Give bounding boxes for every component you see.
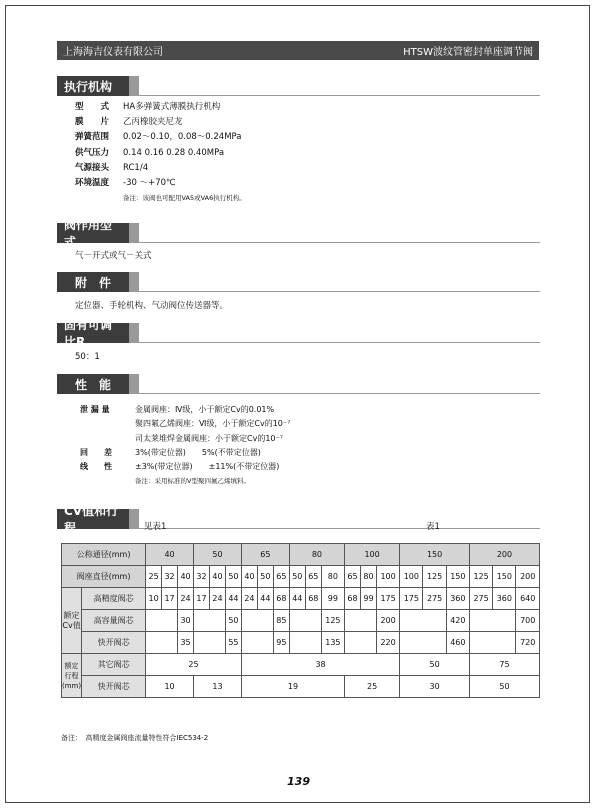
section-title-actuator: 执行机构 [57, 76, 129, 96]
section-rule [139, 291, 540, 292]
row-label: 其它阀芯 [82, 654, 146, 676]
table-cell [289, 632, 321, 654]
table-cell: 17 [162, 588, 178, 610]
table-cell: 275 [469, 588, 492, 610]
table-cell: 50 [257, 566, 273, 588]
stroke-group-label: 额定行程(mm) [62, 654, 82, 698]
table-cell: 125 [469, 566, 492, 588]
table-cell: 40 [209, 566, 225, 588]
table-cell [469, 610, 516, 632]
perf-row: 泄 漏 量 金属阀座：Ⅳ级，小于额定Cv的0.01% [80, 405, 275, 414]
perf-row: 聚四氟乙烯阀座：Ⅵ级，小于额定Cv的10⁻⁷ [135, 419, 291, 429]
table-row-seat [62, 566, 540, 588]
table-cell: 25 [345, 676, 400, 698]
table-cell [241, 610, 273, 632]
table-cell [241, 632, 273, 654]
table-cell: 125 [321, 610, 344, 632]
accessories-text: 定位器、手轮机构、气动阀位传送器等。 [75, 301, 229, 311]
table-cell: 640 [516, 588, 540, 610]
page-header [57, 41, 539, 60]
table-cell: 360 [446, 588, 469, 610]
table-cell: 200 [516, 566, 540, 588]
table-row-stroke-other [62, 654, 540, 676]
actuator-specs [75, 100, 246, 206]
table-cell: 44 [289, 588, 305, 610]
table-cell: 100 [376, 566, 399, 588]
table-cell: 65 [345, 566, 361, 588]
section-rule [139, 528, 540, 529]
spec-row: 供气压力 0.14 0.16 0.28 0.40MPa [75, 147, 225, 158]
table-row-quick-open [62, 632, 540, 654]
table-cell: 175 [376, 588, 399, 610]
table-cell: 25 [146, 566, 162, 588]
table-cell: 68 [345, 588, 361, 610]
table-cell: 24 [178, 588, 194, 610]
table-cell [345, 610, 377, 632]
table-cell: 720 [516, 632, 540, 654]
table-cell [469, 632, 516, 654]
perf-note: 备注：采用标准的V型聚四氟乙烯填料。 [135, 477, 250, 486]
table-cell: 35 [178, 632, 194, 654]
cv-table [61, 543, 540, 698]
row-label: 快开阀芯 [82, 676, 146, 698]
table-cell: 10 [146, 676, 194, 698]
perf-row: 回 差 3%(带定位器) 5%(不带定位器) [80, 447, 261, 457]
table-cell: 65 [273, 566, 289, 588]
table-cell: 99 [360, 588, 376, 610]
table-cell: 75 [469, 654, 539, 676]
table-cell: 80 [289, 544, 344, 566]
table-cell: 99 [321, 588, 344, 610]
table-cell: 135 [321, 632, 344, 654]
action-text: 气－开式或气－关式 [75, 251, 152, 261]
table-cell [289, 610, 321, 632]
table-cell: 100 [400, 566, 423, 588]
table-cell: 50 [289, 566, 305, 588]
spec-row: 气源接头 RC1/4 [75, 162, 149, 173]
perf-row: 线 性 ±3%(带定位器) ±11%(不带定位器) [80, 462, 280, 472]
table-cell: 44 [257, 588, 273, 610]
table-cell: 200 [469, 544, 539, 566]
table-row-high-precision [62, 588, 540, 610]
table-cell: 30 [400, 676, 470, 698]
nominal-header: 公称通径(mm) [62, 544, 146, 566]
table-cell: 19 [241, 676, 344, 698]
table-cell: 68 [305, 588, 321, 610]
table-cell: 17 [194, 588, 210, 610]
table-cell: 50 [194, 544, 242, 566]
table-cell: 44 [225, 588, 241, 610]
table-cell: 220 [376, 632, 399, 654]
cv-group-label: 额定Cv值 [62, 588, 82, 654]
section-rule [139, 342, 540, 343]
table-cell: 32 [162, 566, 178, 588]
table-cell [400, 610, 447, 632]
table-cell: 150 [493, 566, 516, 588]
table-cell [194, 632, 226, 654]
table-cell: 360 [493, 588, 516, 610]
spec-row: 膜 片 乙丙橡胶夹尼龙 [75, 117, 183, 128]
seat-header: 阀座直径(mm) [62, 566, 146, 588]
table-cell [345, 632, 377, 654]
table-cell: 30 [178, 610, 194, 632]
section-title-action: 阀作用型式 [57, 223, 129, 243]
table-cell: 38 [241, 654, 399, 676]
table-cell: 65 [241, 544, 289, 566]
page-number: 139 [287, 775, 310, 788]
section-rule [139, 393, 540, 394]
table-cell: 200 [376, 610, 399, 632]
table-cell [194, 610, 226, 632]
row-label: 高容量阀芯 [82, 610, 146, 632]
table-cell: 100 [345, 544, 400, 566]
table-cell: 95 [273, 632, 289, 654]
table-caption-right: 表1 [426, 522, 440, 532]
table-cell: 25 [146, 654, 242, 676]
table-cell: 275 [423, 588, 446, 610]
company-name: 上海海吉仪表有限公司 [63, 47, 163, 58]
rangeability-text: 50：1 [75, 352, 100, 362]
spec-row: 环境温度 -30 ～+70℃ [75, 178, 176, 189]
section-title-accessories: 附 件 [57, 272, 129, 292]
spec-row: 弹簧范围 0.02～0.10，0.08～0.24MPa [75, 132, 242, 143]
table-cell: 55 [225, 632, 241, 654]
table-cell: 50 [469, 676, 539, 698]
table-cell: 24 [209, 588, 225, 610]
table-cell: 80 [321, 566, 344, 588]
table-cell: 85 [273, 610, 289, 632]
table-cell: 460 [446, 632, 469, 654]
table-cell: 50 [400, 654, 470, 676]
table-cell [400, 632, 447, 654]
perf-row: 司太莱堆焊金属阀座：小于额定Cv的10⁻⁷ [135, 433, 283, 443]
performance-specs [80, 403, 290, 489]
table-cell: 150 [400, 544, 470, 566]
table-cell: 700 [516, 610, 540, 632]
table-cell: 175 [400, 588, 423, 610]
section-rule [139, 95, 540, 96]
table-cell: 68 [273, 588, 289, 610]
table-cell [146, 632, 178, 654]
table-cell: 65 [305, 566, 321, 588]
table-cell: 420 [446, 610, 469, 632]
table-cell: 150 [446, 566, 469, 588]
spec-note: 备注：该阀也可配用VA5或VA6执行机构。 [123, 194, 246, 203]
table-cell [146, 610, 178, 632]
spec-row: 型 式 HA多弹簧式薄膜执行机构 [75, 102, 221, 112]
table-cell: 32 [194, 566, 210, 588]
table-cell: 24 [241, 588, 257, 610]
table-cell: 40 [178, 566, 194, 588]
table-cell: 40 [146, 544, 194, 566]
table-cell: 80 [360, 566, 376, 588]
section-title-performance: 性 能 [57, 374, 129, 394]
table-row-stroke-quick [62, 676, 540, 698]
table-cell: 125 [423, 566, 446, 588]
table-cell: 50 [225, 610, 241, 632]
section-rule [139, 242, 540, 243]
table-cell: 13 [194, 676, 242, 698]
row-label: 快开阀芯 [82, 632, 146, 654]
section-title-rangeability: 固有可调比R [57, 323, 129, 343]
table-cell: 10 [146, 588, 162, 610]
row-label: 高精度阀芯 [82, 588, 146, 610]
table-caption-left: 见表1 [144, 522, 167, 532]
table-row-high-capacity [62, 610, 540, 632]
table-footnote: 备注： 高精度金属阀座流量特性符合IEC534-2 [61, 734, 209, 742]
table-row-nominal [62, 544, 540, 566]
section-title-cv: CV值和行程 [57, 509, 129, 529]
table-cell: 50 [225, 566, 241, 588]
product-name: HTSW波纹管密封单座调节阀 [403, 47, 533, 58]
table-cell: 40 [241, 566, 257, 588]
